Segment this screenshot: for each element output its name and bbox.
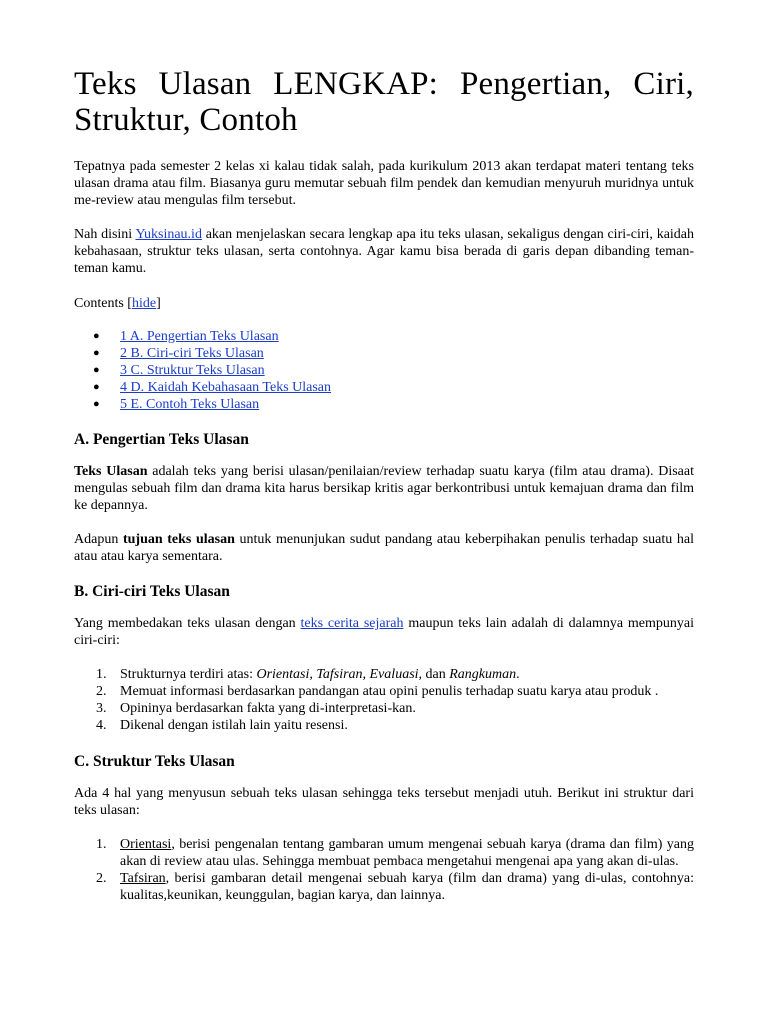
list-item (96, 683, 694, 700)
ciri-1-end: . (516, 667, 520, 682)
ciri-4-text: Dikenal dengan istilah lain yaitu resensi. (120, 718, 348, 733)
section-a-heading: A. Pengertian Teks Ulasan (74, 431, 249, 448)
bullet-icon: ● (93, 347, 100, 359)
section-c-heading: C. Struktur Teks Ulasan (74, 753, 235, 770)
yuksinau-link[interactable]: Yuksinau.id (135, 227, 202, 242)
toc-link-c[interactable]: 3 C. Struktur Teks Ulasan (120, 363, 265, 378)
toc-item (93, 379, 694, 396)
list-number: 1. (96, 837, 107, 852)
toc-link-b[interactable]: 2 B. Ciri-ciri Teks Ulasan (120, 346, 264, 361)
toc-link-a[interactable]: 1 A. Pengertian Teks Ulasan (120, 329, 279, 344)
ciri-3-text: Opininya berdasarkan fakta yang di-interpretasi-kan. (120, 701, 416, 716)
contents-open-bracket: [ (127, 296, 132, 311)
ciri-1-em2: Rangkuman (449, 667, 517, 682)
orientasi-text: , berisi pengenalan tentang gambaran umum mengenai sebuah karya (drama dan film) yang akan di review atau ulas. Sehingga membuat pembaca mengetahui mengenai apa yang akan di-ulas. (120, 837, 694, 869)
list-item (96, 700, 694, 717)
page-title: Teks Ulasan LENGKAP: Pengertian, Ciri, Struktur, Contoh (74, 66, 694, 138)
toc-item (93, 328, 694, 345)
list-item (96, 870, 694, 904)
struktur-list (74, 836, 694, 904)
section-a-paragraph-2 (74, 531, 694, 565)
section-a-p1-text: adalah teks yang berisi ulasan/penilaian/review terhadap suatu karya (film atau drama). Disaat mengulas sebuah film dan drama kita harus bersikap kritis agar berkontribusi untuk kemajuan drama dan film ke depannya. (74, 464, 694, 513)
ciri-list (74, 666, 694, 734)
toc-item (93, 362, 694, 379)
teks-ulasan-term: Teks Ulasan (74, 464, 148, 479)
teks-cerita-sejarah-link[interactable]: teks cerita sejarah (300, 616, 404, 631)
list-number: 4. (96, 718, 107, 733)
bullet-icon: ● (93, 364, 100, 376)
bullet-icon: ● (93, 398, 100, 410)
list-number: 1. (96, 667, 107, 682)
bullet-icon: ● (93, 330, 100, 342)
intro-paragraph: Tepatnya pada semester 2 kelas xi kalau tidak salah, pada kurikulum 2013 akan terdapat materi tentang teks ulasan drama atau film. Biasanya guru memutar sebuah film pendek dan kemudian menyuruh muridnya untuk me-review atau mengulas film tersebut. (74, 159, 694, 208)
table-of-contents (74, 328, 694, 413)
toc-link-e[interactable]: 5 E. Contoh Teks Ulasan (120, 397, 260, 412)
contents-label: Contents (74, 296, 124, 311)
ciri-2-text: Memuat informasi berdasarkan pandangan atau opini penulis terhadap suatu karya atau produk . (120, 684, 659, 699)
list-number: 3. (96, 701, 107, 716)
ciri-1-mid: dan (422, 667, 450, 682)
list-item (96, 836, 694, 870)
tafsiran-text: , berisi gambaran detail mengenai sebuah karya (film dan drama) yang di-ulas, contohnya: kualitas,keunikan, keunggulan, bagian karya, dan lainnya. (120, 871, 694, 903)
contents-header (74, 295, 694, 312)
intro-paragraph-2 (74, 226, 694, 277)
ciri-1-pre: Strukturnya terdiri atas: (120, 667, 257, 682)
list-item (96, 717, 694, 734)
section-c-paragraph: Ada 4 hal yang menyusun sebuah teks ulasan sehingga teks tersebut menjadi utuh. Berikut ini struktur dari teks ulasan: (74, 786, 694, 818)
para2-post: akan menjelaskan secara lengkap apa itu teks ulasan, sekaligus dengan ciri-ciri, kaidah kebahasaan, struktur teks ulasan, serta contohnya. Agar kamu bisa berada di garis depan dibanding teman-teman kamu. (74, 227, 695, 276)
para2-pre: Nah disini (74, 227, 136, 242)
section-b-paragraph (74, 615, 694, 649)
list-number: 2. (96, 684, 107, 699)
toc-link-d[interactable]: 4 D. Kaidah Kebahasaan Teks Ulasan (120, 380, 332, 395)
tafsiran-link[interactable]: Tafsiran (120, 871, 166, 886)
list-number: 2. (96, 871, 107, 886)
hide-toc-link[interactable]: hide (131, 296, 157, 311)
section-b-p-post: maupun teks lain adalah di dalamnya mempunyai ciri-ciri: (74, 616, 694, 648)
section-a-p2-text: untuk menunjukan sudut pandang atau keberpihakan penulis terhadap suatu hal atau atau karya sementara. (74, 532, 694, 564)
contents-close-bracket: ] (156, 296, 161, 311)
bullet-icon: ● (93, 381, 100, 393)
toc-item (93, 396, 694, 413)
section-a-p2-pre: Adapun (74, 532, 123, 547)
section-a-paragraph-1 (74, 463, 694, 514)
toc-item (93, 345, 694, 362)
orientasi-link[interactable]: Orientasi (120, 837, 172, 852)
list-item (96, 666, 694, 683)
section-b-p-pre: Yang membedakan teks ulasan dengan (74, 616, 301, 631)
ciri-1-em: Orientasi, Tafsiran, Evaluasi, (256, 667, 423, 682)
section-b-heading: B. Ciri-ciri Teks Ulasan (74, 583, 230, 600)
tujuan-term: tujuan teks ulasan (122, 532, 235, 547)
